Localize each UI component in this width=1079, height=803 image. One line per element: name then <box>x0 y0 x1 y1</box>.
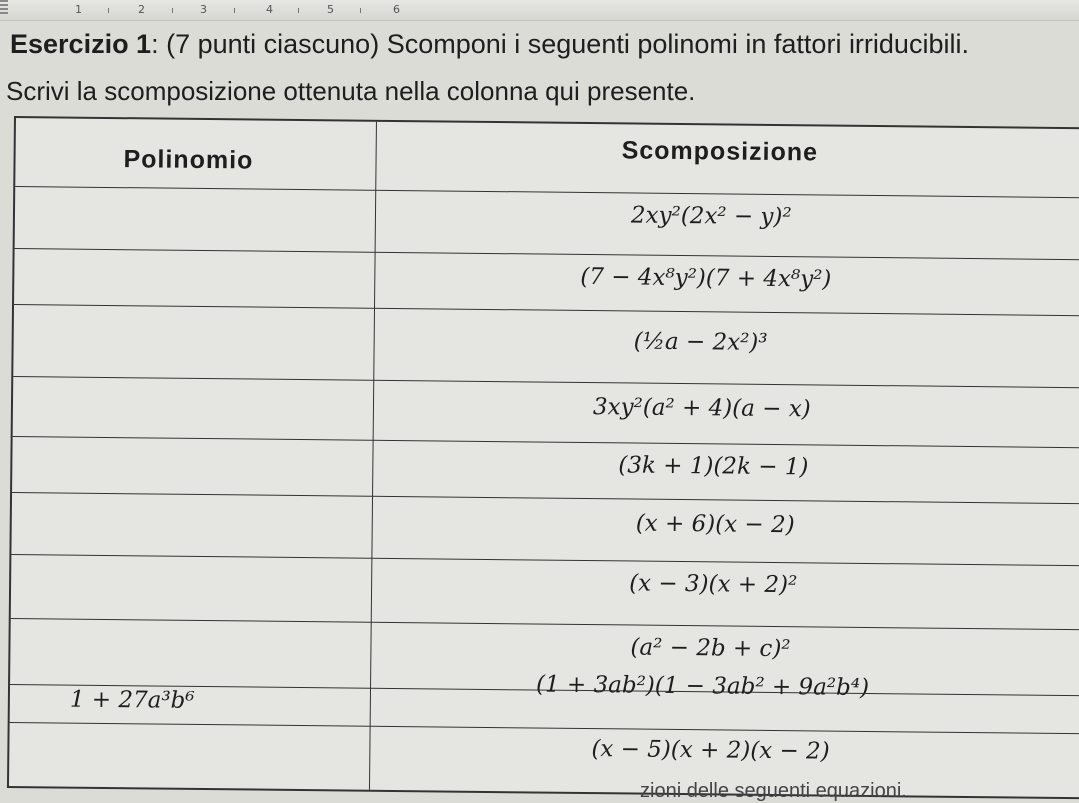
factorization-cell: (1 + 3ab²)(1 − 3ab² + 9a²b⁴) <box>535 671 870 701</box>
exercise-title <box>10 28 969 60</box>
exercise-title-bold: Esercizio 1 <box>10 29 152 59</box>
ruler-tick <box>172 8 173 13</box>
footer-text-fragment: zioni delle seguenti equazioni. <box>640 780 907 802</box>
header-factorization: Scomposizione <box>621 136 819 167</box>
factorization-table <box>7 116 1079 799</box>
factorization-cell: 3xy²(a² + 4)(a − x) <box>592 394 811 423</box>
ruler-tick <box>234 8 235 13</box>
ruler-mark: 3 <box>200 3 207 16</box>
ruler <box>0 0 1079 21</box>
factorization-cell: (x − 3)(x + 2)² <box>629 570 798 599</box>
factorization-cell: (½a − 2x²)³ <box>633 328 768 356</box>
table-row <box>15 186 1079 198</box>
table-row <box>12 492 1079 504</box>
factorization-cell: (a² − 2b + c)² <box>630 634 791 663</box>
table-row <box>11 618 1079 630</box>
ruler-mark: 1 <box>75 3 82 16</box>
ruler-tick <box>298 8 299 13</box>
table-row <box>14 304 1079 316</box>
ruler-mark: 4 <box>266 3 273 16</box>
ruler-tick <box>108 8 109 13</box>
table-row <box>11 554 1079 566</box>
ruler-mark: 2 <box>138 3 145 16</box>
header-polynomial: Polinomio <box>123 145 254 175</box>
factorization-cell: (3k + 1)(2k − 1) <box>618 452 809 481</box>
ruler-mark: 6 <box>393 3 400 16</box>
table-row <box>10 722 1079 734</box>
ruler-handle[interactable] <box>0 0 8 14</box>
column-divider <box>369 122 377 790</box>
exercise-instruction: Scrivi la scomposizione ottenuta nella colonna qui presente. <box>6 76 696 106</box>
ruler-mark: 5 <box>327 3 334 16</box>
table-row <box>13 436 1079 448</box>
table-row <box>13 376 1079 388</box>
table-row <box>15 248 1079 260</box>
factorization-cell: (7 − 4x⁸y²)(7 + 4x⁸y²) <box>580 263 832 293</box>
exercise-title-rest: : (7 punti ciascuno) Scomponi i seguenti polinomi in fattori irriducibili. <box>151 29 969 59</box>
polynomial-cell: 1 + 27a³b⁶ <box>69 686 195 714</box>
factorization-cell: 2xy²(2x² − y)² <box>630 202 792 231</box>
ruler-tick <box>360 8 361 13</box>
factorization-cell: (x + 6)(x − 2) <box>635 510 795 539</box>
factorization-cell: (x − 5)(x + 2)(x − 2) <box>591 736 830 765</box>
